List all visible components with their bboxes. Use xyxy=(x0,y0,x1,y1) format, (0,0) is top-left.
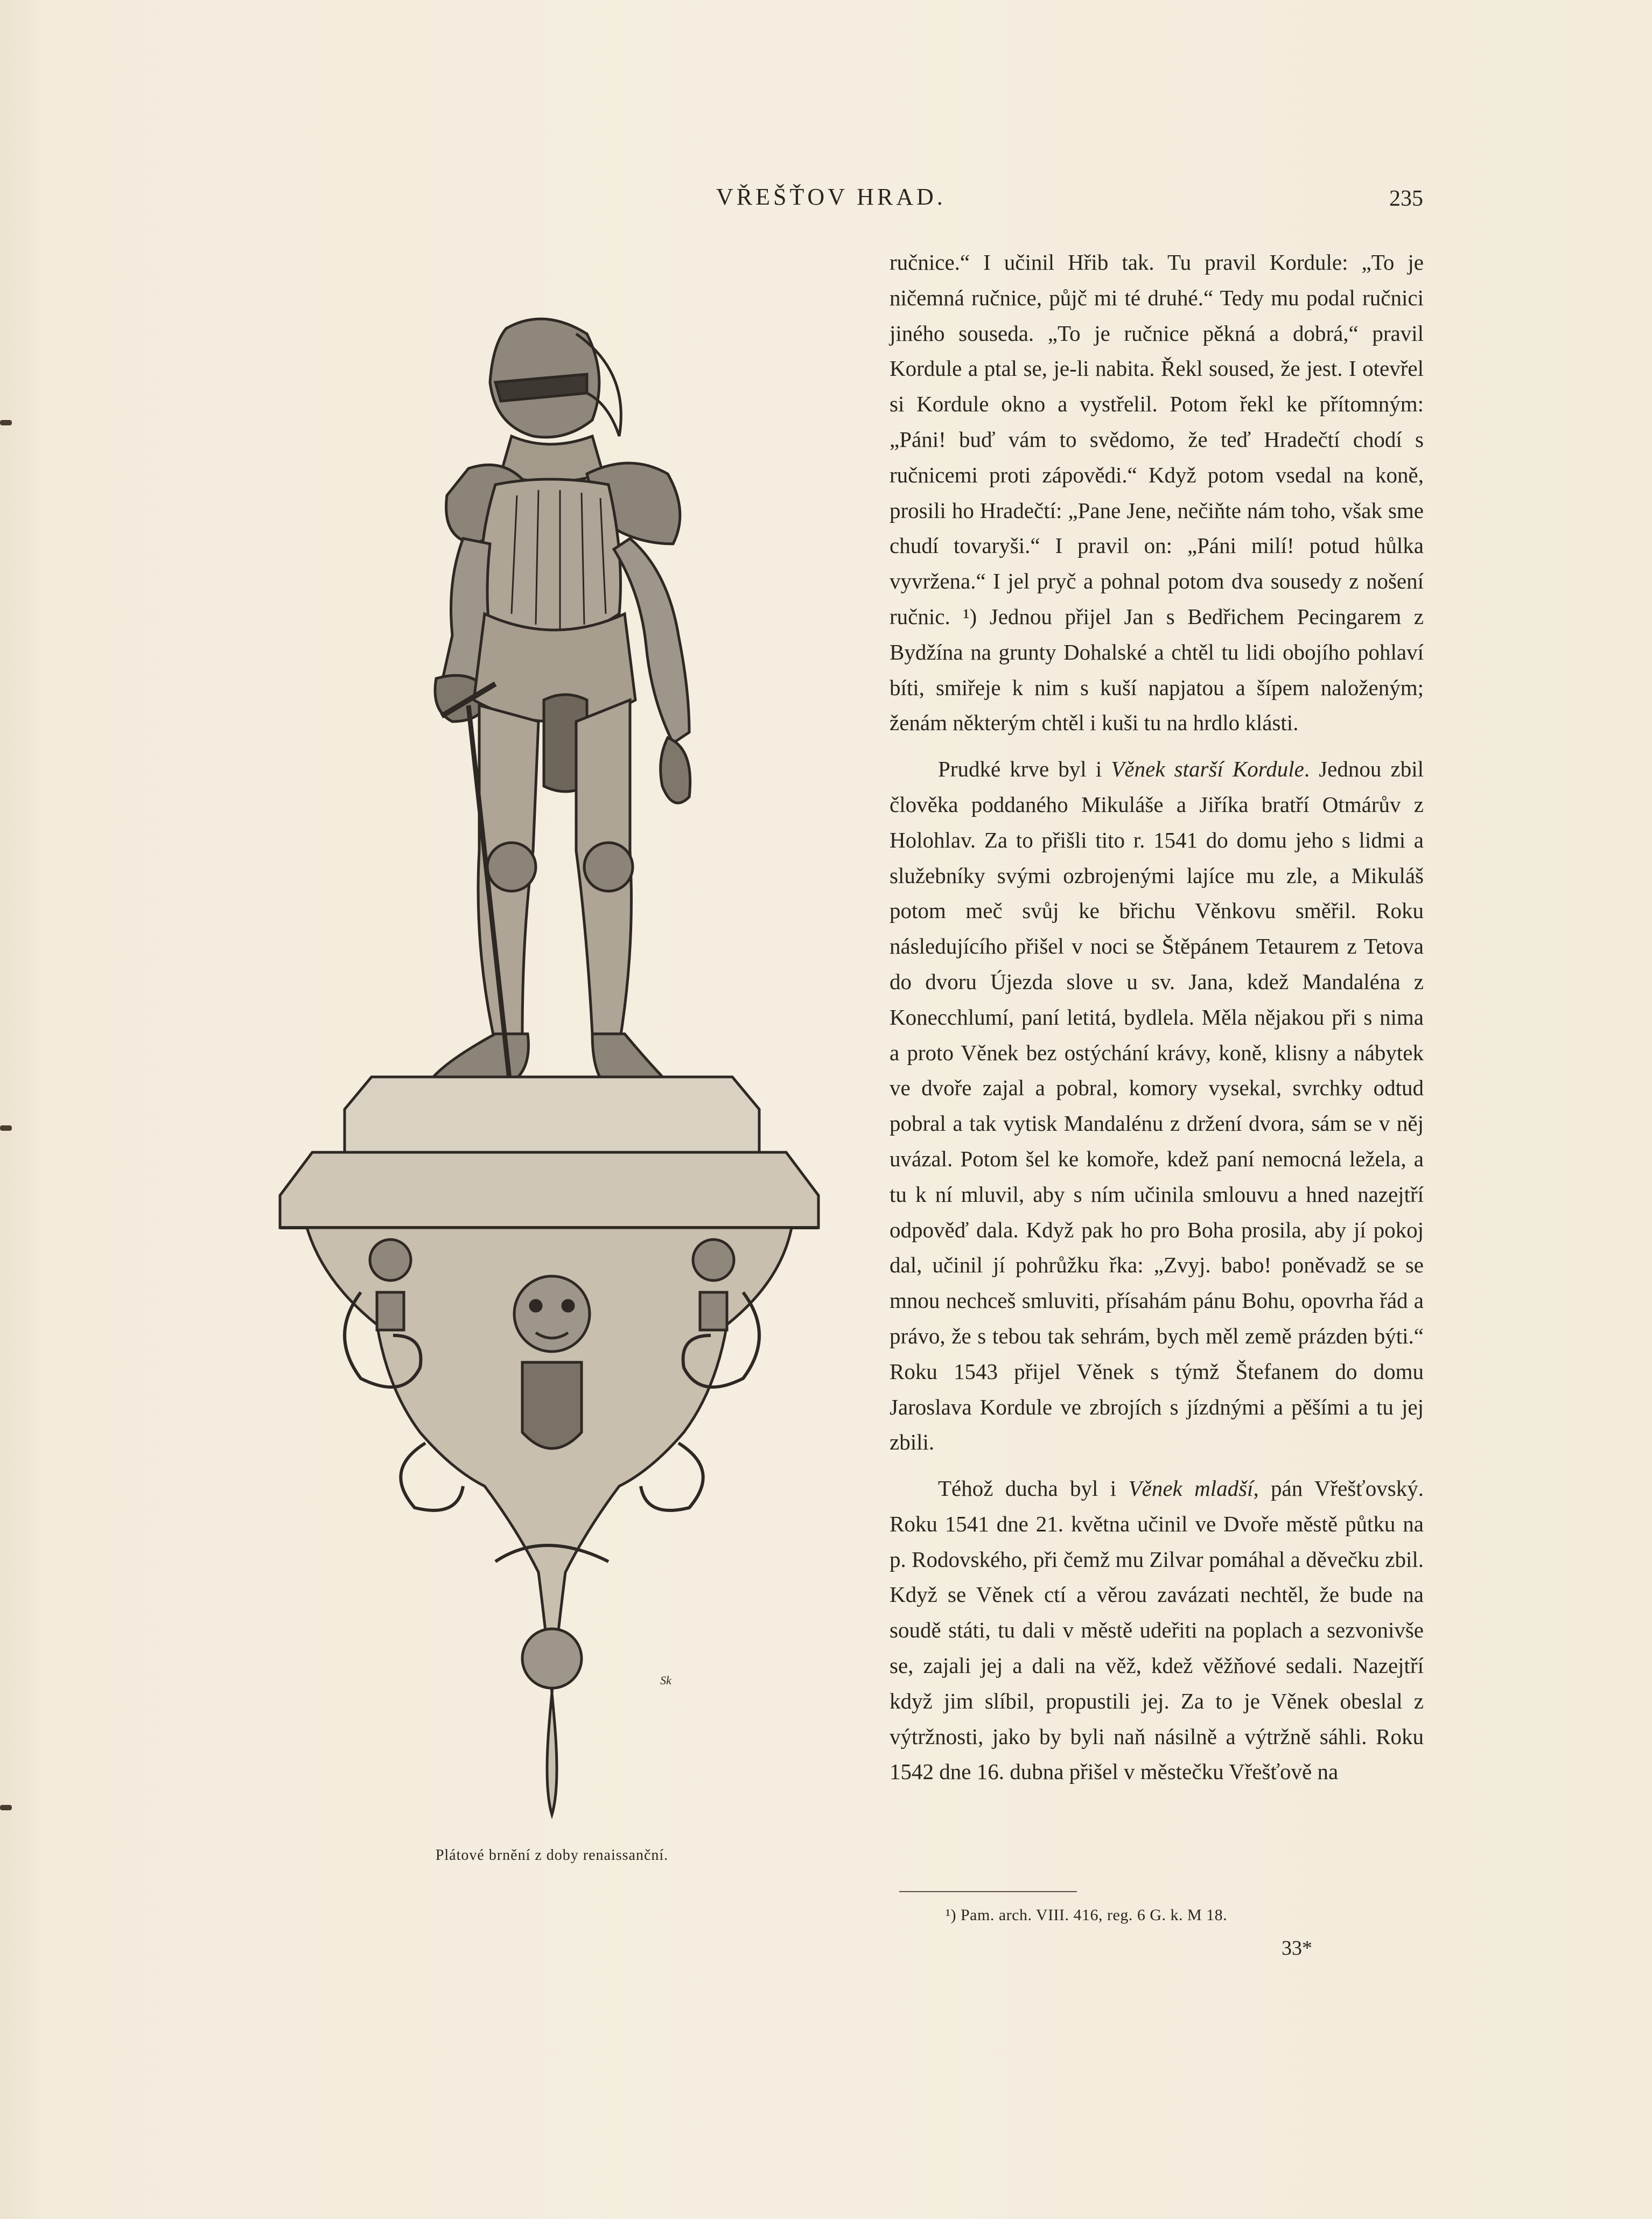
pedestal-slab xyxy=(345,1077,759,1152)
bracket-mask xyxy=(514,1276,590,1352)
armor-illustration xyxy=(242,312,862,1820)
emphasized-name: Věnek starší Kordule xyxy=(1111,757,1304,782)
page-number: 235 xyxy=(1389,186,1423,211)
left-knee xyxy=(487,843,536,891)
emphasized-name: Věnek mladší xyxy=(1128,1476,1254,1501)
footnote: ¹) Pam. arch. VIII. 416, reg. 6 G. k. M 18. xyxy=(946,1906,1228,1924)
right-knee xyxy=(584,843,633,891)
paragraph-3: Téhož ducha byl i Věnek mladší, pán Vřešťovský. Roku 1541 dne 21. května učinil ve Dvoře městě půtku na p. Rodovského, při čemž mu Zilvar pomáhal a děvečku zbil. Když se Věnek ctí a věrou zavázati nechtěl, že bude na soudě státi, tu dali v městě udeřiti na poplach a sezvonivše se, zajali jej a dali na věž, kdež věžňové sedali. Nazejtří když jim slíbil, propustili jej. Za to je Věnek obeslal z výtržnosti, jako by byli naň násilně a výtržně sáhli. Roku 1542 dne 16. dubna přišel v městečku Vřešťově na xyxy=(890,1476,1424,1784)
binding-mark xyxy=(0,1805,12,1810)
paragraph-1: ručnice.“ I učinil Hřib tak. Tu pravil Kordule: „To je ničemná ručnice, půjč mi té druhé.“ Tedy mu podal ručnici jiného souseda. „To je ručnice pěkná a dobrá,“ pravil Kordule a ptal se, je-li nabita. Řekl soused, že jest. I otevřel si Kordule okno a vystřelil. Potom řekl ke přítomným: „Páni! buď vám to svědomo, že teď Hradečtí chodí s ručnicemi proti zápovědi.“ Když potom vsedal na koně, prosili ho Hradečtí: „Pane Jene, nečiňte nám toho, však sme chudí tovaryši.“ I pravil on: „Páni milí! potud hůlka vyvržena.“ I jel pryč a pohnal potom dva sousedy z nošení ručnic. ¹) Jednou přijel Jan s Bedřichem Pecingarem z Bydžína na grunty Dohalské a chtěl tu lidi obojího pohlaví bíti, smiřeje k nim s kuší napjatou a šípem naloženým; ženám některým chtěl i kuši tu na hrdlo klásti. xyxy=(890,250,1424,736)
figure-caption: Plátové brnění z doby renaissanční. xyxy=(435,1847,669,1864)
lower-mask xyxy=(522,1629,582,1688)
breastplate xyxy=(481,479,620,635)
artist-signature: Sk xyxy=(660,1674,671,1687)
signature-mark: 33* xyxy=(1282,1937,1312,1959)
bracket-shield xyxy=(522,1362,582,1448)
footnote-rule xyxy=(899,1891,1077,1892)
running-title: VŘEŠŤOV HRAD. xyxy=(716,184,946,210)
right-gauntlet xyxy=(661,738,690,803)
body-text xyxy=(890,245,1424,1790)
binding-mark xyxy=(0,420,12,425)
pedestal-base xyxy=(280,1152,818,1228)
binding-mark xyxy=(0,1125,12,1131)
paragraph-2: Prudké krve byl i Věnek starší Kordule. Jednou zbil člověka poddaného Mikuláše a Jiříka bratří Otmárův z Holohlav. Za to přišli tito r. 1541 do domu jeho s lidmi a služebníky svými ozbrojenými lajíce mu zle, a Mikuláš potom meč svůj ke břichu Věnkovu směřil. Roku následujícího přišel v noci se Štěpánem Tetaurem z Tetova do dvoru Újezda slove u sv. Jana, kdež Mandaléna z Konecchlumí, paní letitá, bydlela. Měla nějakou při s nima a proto Věnek bez ostýchání krávy, koně, klisny a nábytek ve dvoře zajal a pobral, komory vysekal, svrchky odtud pobral a tak vytisk Mandalénu z držení dvora, sám se v něj uvázal. Potom šel ke komoře, kdež paní nemocná ležela, a tu k ní mluvil, aby s ním učinila smlouvu a hned nazejtří odpověď dala. Když pak ho pro Boha prosila, aby jí pokoj dal, učinil jí pohrůžku řka: „Zvyj. babo! poněvadž se se mnou nechceš smluviti, přísahám pánu Bohu, opovrha řád a právo, že s tebou tak sehrám, bych měl země prázden býti.“ Roku 1543 přijel Věnek s týmž Štefanem do domu Jaroslava Kordule ve zbrojích s jízdnými a pěšími a tu jej zbili. xyxy=(890,757,1424,1455)
